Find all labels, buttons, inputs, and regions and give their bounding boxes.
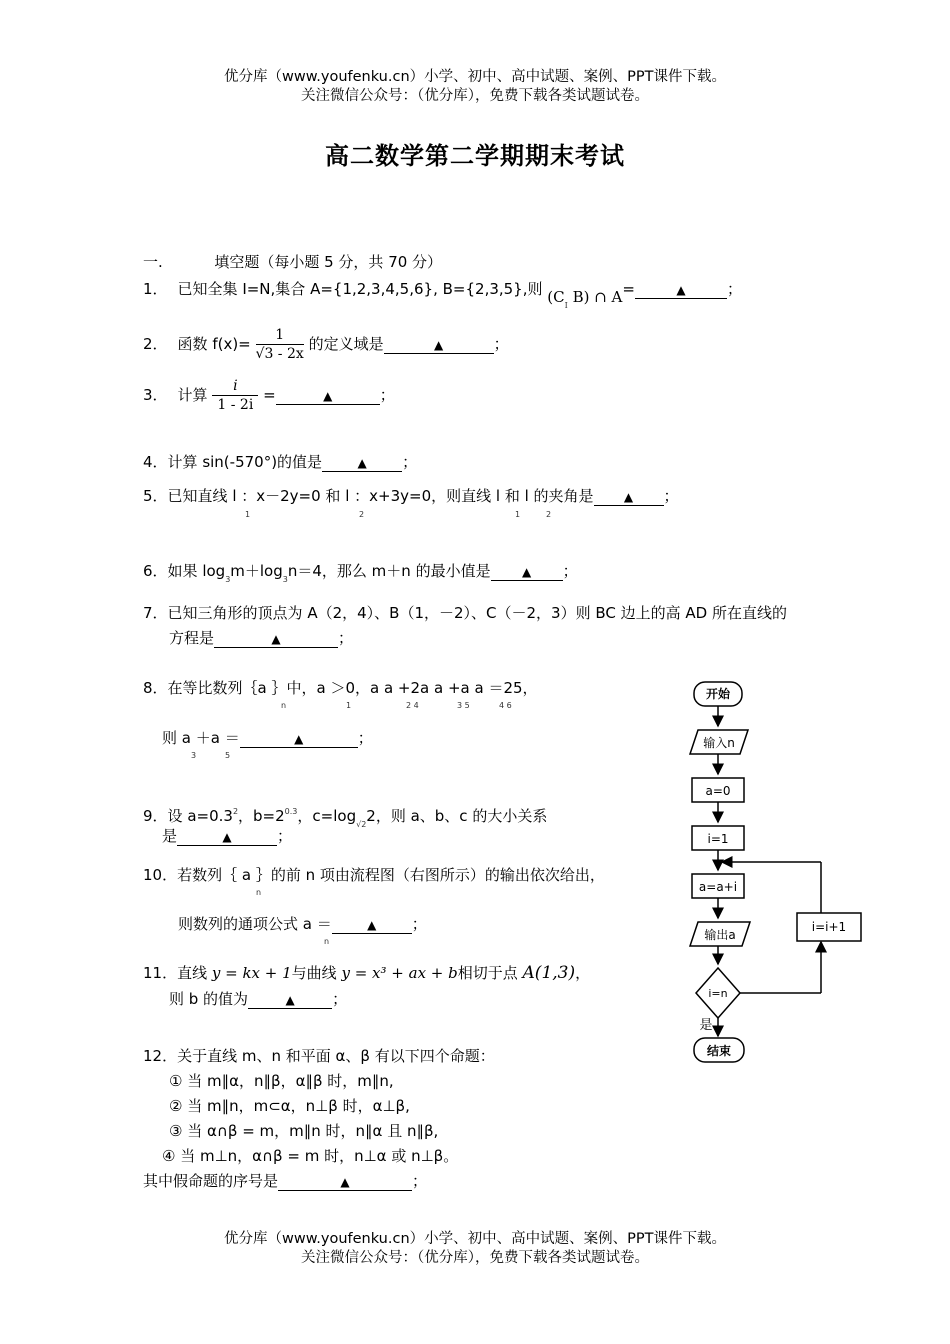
page-title: 高二数学第二学期期末考试	[325, 142, 625, 170]
question-9-line-2: 是 ▲ ；	[162, 827, 293, 845]
q5-subscript: 2	[546, 510, 552, 519]
answer-blank-4[interactable]: ▲	[322, 454, 402, 472]
question-9: 9．设 $a=0.3^2$，$b=2^{0.3}$，$c=\log_{√2}2$，则 a、b、c 的大小关系	[143, 807, 548, 829]
question-12: 12．关于直线 m、n 和平面 α、β 有以下四个命题：	[143, 1047, 495, 1065]
flowchart-init-a-label: a=0	[705, 784, 731, 798]
question-10: 10．若数列｛ a ｝的前 n 项由流程图（右图所示）的输出依次给出，	[143, 866, 605, 884]
q8-subscript: 1	[346, 701, 352, 710]
question-8-line-1: 在等比数列｛a ｝中，a ＞0，a a +2a a +a a ＝25，	[167, 679, 538, 697]
answer-blank-12[interactable]: ▲	[278, 1173, 412, 1191]
flowchart-increment-label: i=i+1	[811, 920, 847, 934]
question-1-text: 已知全集 I=N,集合 A={1,2,3,4,5,6}, B={2,3,5},则	[177, 280, 543, 298]
answer-blank-10[interactable]: ▲	[332, 916, 412, 934]
flowchart	[670, 672, 890, 1072]
question-2-fraction: $\frac{1}{√3 - 2x}$	[255, 327, 304, 362]
question-11-point: A(1,3)	[522, 963, 576, 983]
question-5: 5．已知直线 l ：x－2y=0 和 l ：x+3y=0，则直线 l 和 l 的夹角是 ▲ ；	[143, 487, 679, 505]
answer-blank-11[interactable]: ▲	[248, 991, 332, 1009]
site-footer-line-2: 关注微信公众号：（优分库），免费下载各类试题试卷。	[301, 1250, 649, 1266]
question-7-line-2: 方程是 ▲ ；	[169, 629, 354, 647]
q8-subscript: n	[281, 701, 287, 710]
answer-blank-2[interactable]: ▲	[384, 336, 494, 354]
answer-blank-5[interactable]: ▲	[594, 488, 664, 506]
question-1-expression: ($C_I$ B) ∩ A	[547, 288, 623, 310]
question-11-line-equation: y = kx + 1	[211, 964, 292, 982]
flowchart-init-i-label: i=1	[707, 832, 729, 846]
proposition-1: ① 当 m∥α，n∥β，α∥β 时，m∥n,	[169, 1072, 394, 1090]
section-label: 填空题（每小题 5 分，共 70 分）	[214, 253, 443, 271]
q8-subscript: 2 4	[406, 701, 419, 710]
question-11: 11．直线 y = kx + 1与曲线 y = x³ + ax + b相切于点 A(1,3)，	[143, 963, 591, 983]
flowchart-output-label: 输出a	[704, 928, 736, 942]
section-heading	[143, 252, 442, 272]
question-2: 2． 函数 f(x)= $\frac{1}{√3 - 2x}$ 的定义域是 ▲ ；	[143, 327, 509, 362]
site-header-line-2: 关注微信公众号：（优分库），免费下载各类试题试卷。	[301, 88, 649, 104]
flowchart-yes-label: 是	[699, 1018, 713, 1033]
question-7-line-1: 已知三角形的顶点为 A（2，4）、B（1，－2）、C（－2，3）则 BC 边上的高 AD 所在直线的	[167, 604, 787, 622]
section-number: 一.	[143, 253, 163, 271]
proposition-3: ③ 当 α∩β = m，m∥n 时，n∥α 且 n∥β,	[169, 1122, 439, 1140]
question-8-line-2: 则 a ＋a ＝ ▲ ；	[162, 729, 373, 747]
question-8: 8．在等比数列｛a ｝中，a ＞0，a a +2a a +a a ＝25，	[143, 679, 538, 697]
flowchart-start-label: 开始	[705, 687, 731, 701]
question-10-line-1: 若数列｛ a ｝的前 n 项由流程图（右图所示）的输出依次给出，	[177, 866, 605, 884]
question-4-text: 计算 sin(-570°)的值是	[167, 453, 323, 471]
q10-subscript: n	[324, 937, 330, 946]
answer-blank-7[interactable]: ▲	[214, 630, 338, 648]
q8-subscript: 3 5	[457, 701, 470, 710]
question-11-line-2: 则 b 的值为 ▲ ；	[169, 990, 348, 1008]
question-10-line-2: 则数列的通项公式 a ＝ ▲ ；	[178, 915, 427, 933]
flowchart-decision-label: i=n	[708, 987, 728, 1000]
q8-subscript: 4 6	[499, 701, 512, 710]
question-4: 4．计算 sin(-570°)的值是 ▲ ；	[143, 453, 418, 471]
q10-subscript: n	[256, 888, 262, 897]
question-12-closing: 其中假命题的序号是 ▲ ；	[143, 1172, 428, 1190]
proposition-2: ② 当 m∥n，m⊂α，n⊥β 时，α⊥β,	[169, 1097, 410, 1115]
question-6: 6．如果 $\log_3m+\log_3n=4$，那么 m＋n 的最小值是 ▲ ；	[143, 562, 578, 584]
question-11-curve-equation: y = x³ + ax + b	[341, 964, 458, 982]
q8-subscript: 3	[191, 751, 197, 760]
answer-blank-6[interactable]: ▲	[491, 563, 563, 581]
q8-subscript: 5	[225, 751, 231, 760]
answer-blank-3[interactable]: ▲	[276, 387, 380, 405]
flowchart-input-label: 输入n	[703, 736, 735, 750]
question-3: 3． 计算 $\frac{i}{1 - 2i}$ = ▲ ；	[143, 378, 395, 413]
question-1: 1． 已知全集 I=N,集合 A={1,2,3,4,5,6}, B={2,3,5},则 ($C_I$ B) ∩ A= ▲ ；	[143, 280, 742, 310]
answer-blank-8[interactable]: ▲	[240, 730, 358, 748]
proposition-4: ④ 当 m⊥n，α∩β = m 时，n⊥α 或 n⊥β。	[162, 1147, 459, 1165]
q5-subscript: 1	[515, 510, 521, 519]
flowchart-end-label: 结束	[706, 1044, 732, 1058]
answer-blank-9[interactable]: ▲	[177, 828, 277, 846]
question-5-text: 已知直线 l ：x－2y=0 和 l ：x+3y=0，则直线 l 和 l 的夹角是	[167, 487, 594, 505]
question-12-intro: 关于直线 m、n 和平面 α、β 有以下四个命题：	[177, 1047, 495, 1065]
flowchart-update-label: a=a+i	[698, 880, 738, 894]
site-header-line-1: 优分库（www.youfenku.cn）小学、初中、高中试题、案例、PPT课件下载。	[224, 69, 726, 85]
question-3-fraction: $\frac{i}{1 - 2i}$	[212, 377, 258, 414]
answer-blank-1[interactable]: ▲	[635, 281, 727, 299]
q5-subscript: 1	[245, 510, 251, 519]
site-footer-line-1: 优分库（www.youfenku.cn）小学、初中、高中试题、案例、PPT课件下载。	[224, 1231, 726, 1247]
q5-subscript: 2	[359, 510, 365, 519]
question-7: 7．已知三角形的顶点为 A（2，4）、B（1，－2）、C（－2，3）则 BC 边上的高 AD 所在直线的	[143, 604, 787, 622]
